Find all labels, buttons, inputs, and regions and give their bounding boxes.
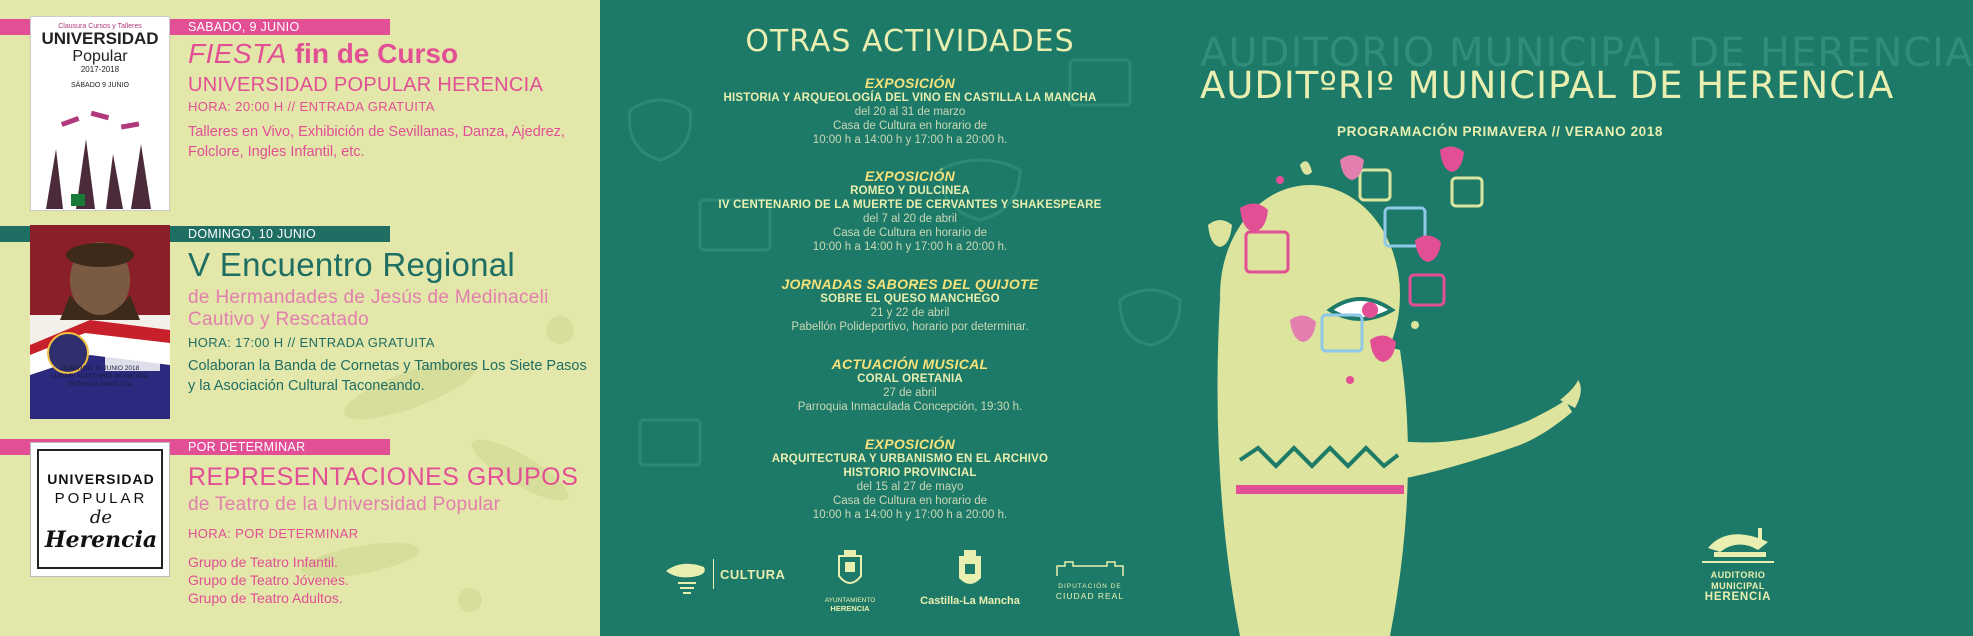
auditorio-title: AUDITºRIº MUNICIPAL DE HERENCIA <box>1200 64 1895 107</box>
event3-date: POR DETERMINAR <box>188 440 306 454</box>
ghost-title: AUDITORIO MUNICIPAL DE HERENCIA <box>1200 30 1973 76</box>
event1-poster-top: Clausura Cursos y Talleres <box>58 23 142 30</box>
graduation-illustration <box>31 109 169 209</box>
group-item: Grupo de Teatro Jóvenes. <box>188 572 349 588</box>
cultura-hat-icon <box>662 557 712 597</box>
event1-poster-title1: UNIVERSIDAD <box>41 29 159 48</box>
logo-line3: de <box>89 507 113 528</box>
activity-info: Parroquia Inmaculada Concepción, 19:30 h. <box>797 401 1023 413</box>
event1-title-a: FIESTA <box>188 38 287 69</box>
event1-title <box>188 38 458 70</box>
activity-2 <box>600 168 1220 254</box>
activity-info: Casa de Cultura en horario de <box>832 227 988 239</box>
auditorio-logo-line1: AUDITORIO <box>1710 570 1766 580</box>
event2-date: DOMINGO, 10 JUNIO <box>188 227 317 241</box>
event1-subtitle: UNIVERSIDAD POPULAR HERENCIA <box>188 74 544 96</box>
coat-of-arms-icon <box>835 550 865 592</box>
jesus-medinaceli-image <box>30 225 170 419</box>
event2-description: Colaboran la Banda de Cornetas y Tambores Los Siete Pasos y la Asociación Cultural Taconeando. <box>188 358 587 394</box>
activity-info: 27 de abril <box>883 387 937 399</box>
diputacion-logo <box>1050 560 1130 601</box>
diputacion-building-icon <box>1055 560 1125 578</box>
middle-panel <box>600 0 1200 636</box>
activity-name: HISTORIO PROVINCIAL <box>843 467 977 479</box>
activity-info: 21 y 22 de abril <box>870 307 950 319</box>
right-panel <box>1200 0 1973 636</box>
event3-hora: HORA: POR DETERMINAR <box>188 526 359 541</box>
activity-5 <box>600 436 1220 522</box>
event3-groups <box>188 553 588 607</box>
logo-line1: UNIVERSIDAD <box>47 471 155 487</box>
event2-subtitle1: de Hermandades de Jesús de Medinaceli <box>188 287 549 308</box>
event1-description: Talleres en Vivo, Exhibición de Sevillanas, Danza, Ajedrez, Folclore, Ingles Infantil, etc. <box>188 124 565 160</box>
event2-hora: HORA: 17:00 H // ENTRADA GRATUITA <box>188 335 435 350</box>
event3-subtitle: de Teatro de la Universidad Popular <box>188 494 501 515</box>
activity-info: Casa de Cultura en horario de <box>832 120 988 132</box>
logo-line4: Herencia <box>44 527 158 553</box>
castilla-la-mancha-logo <box>920 550 1020 607</box>
event2-poster-line1: DOMINGO 10 JUNIO 2018 <box>60 365 140 372</box>
ayuntamiento-logo <box>820 550 880 613</box>
character-arm <box>1390 400 1572 480</box>
activity-info: 10:00 h a 14:00 h y 17:00 h a 20:00 h. <box>812 509 1008 521</box>
event1-date: SABADO, 9 JUNIO <box>188 20 300 34</box>
activity-info: del 7 al 20 de abril <box>863 213 957 225</box>
activity-3 <box>600 276 1220 334</box>
logo-line2: POPULAR <box>54 490 148 507</box>
group-item: Grupo de Teatro Adultos. <box>188 590 343 606</box>
clm-label: Castilla-La Mancha <box>920 595 1020 607</box>
character-pupil <box>1362 302 1378 318</box>
ayuntamiento-label: AYUNTAMIENTO <box>824 597 876 604</box>
activity-name: SOBRE EL QUESO MANCHEGO <box>820 293 1000 305</box>
activity-kind: EXPOSICIÓN <box>864 436 956 452</box>
group-item: Grupo de Teatro Infantil. <box>188 554 338 570</box>
activity-info: 10:00 h a 14:00 h y 17:00 h a 20:00 h. <box>812 134 1008 146</box>
otras-actividades-title: OTRAS ACTIVIDADES <box>745 24 1075 59</box>
event2-subtitle2: Cautivo y Rescatado <box>188 309 370 330</box>
activity-name: IV CENTENARIO DE LA MUERTE DE CERVANTES Y SHAKESPEARE <box>718 199 1102 211</box>
activity-info: 10:00 h a 14:00 h y 17:00 h a 20:00 h. <box>812 241 1008 253</box>
event2-poster-line2: LUGAR: AUDITORIO MUNICIPAL <box>50 373 150 380</box>
event2-poster <box>30 225 170 419</box>
sponsor-logos <box>600 545 1200 620</box>
activity-4 <box>600 356 1220 414</box>
character-band <box>1236 485 1404 494</box>
auditorio-building-icon <box>1698 520 1778 565</box>
activity-info: Pabellón Polideportivo, horario por determinar. <box>791 321 1029 333</box>
herencia-label: HERENCIA <box>830 604 870 613</box>
cultura-label: CULTURA <box>720 567 786 582</box>
event2-poster-line3: ENTRADA GRATUITA <box>67 381 133 388</box>
activity-name: CORAL ORETANIA <box>857 373 963 385</box>
event1-poster-years: 2017-2018 <box>80 65 120 74</box>
auditorio-logo-line3: HERENCIA <box>1704 591 1772 603</box>
event1-poster <box>30 16 170 211</box>
auditorio-logo <box>1678 520 1798 603</box>
event3-title: REPRESENTACIONES GRUPOS <box>188 463 579 491</box>
activity-info: del 15 al 27 de mayo <box>856 481 964 493</box>
activity-kind: EXPOSICIÓN <box>864 75 956 91</box>
universidad-popular-logo <box>30 442 170 577</box>
left-panel <box>0 0 600 636</box>
cultura-logo <box>662 557 786 597</box>
activity-name: ARQUITECTURA Y URBANISMO EN EL ARCHIVO <box>771 453 1049 465</box>
programacion-subtitle: PROGRAMACIÓN PRIMAVERA // VERANO 2018 <box>1337 124 1663 139</box>
cultura-divider <box>713 559 714 589</box>
diputacion-label: DIPUTACIÓN DE <box>1058 583 1122 590</box>
event2-title: V Encuentro Regional <box>188 246 516 283</box>
clm-shield-icon <box>956 550 984 590</box>
activity-name: HISTORIA Y ARQUEOLOGÍA DEL VINO EN CASTILLA LA MANCHA <box>723 92 1097 104</box>
activity-kind: EXPOSICIÓN <box>864 168 956 184</box>
activity-1 <box>600 75 1220 147</box>
event1-hora: HORA: 20:00 H // ENTRADA GRATUITA <box>188 99 435 114</box>
event1-poster-title2: Popular <box>72 48 128 65</box>
ciudad-real-label: CIUDAD REAL <box>1055 591 1125 601</box>
activity-kind: JORNADAS SABORES DEL QUIJOTE <box>781 276 1039 292</box>
event1-title-b: fin de Curso <box>294 38 459 69</box>
activity-name: ROMEO Y DULCINEA <box>850 185 970 197</box>
activity-kind: ACTUACIÓN MUSICAL <box>831 356 989 372</box>
event1-poster-date: SÁBADO 9 JUNIO <box>71 82 129 89</box>
event2-poster-text <box>30 365 170 389</box>
auditorio-logo-line2: MUNICIPAL <box>1711 581 1765 591</box>
activity-info: del 20 al 31 de marzo <box>854 106 966 118</box>
activity-info: Casa de Cultura en horario de <box>832 495 988 507</box>
